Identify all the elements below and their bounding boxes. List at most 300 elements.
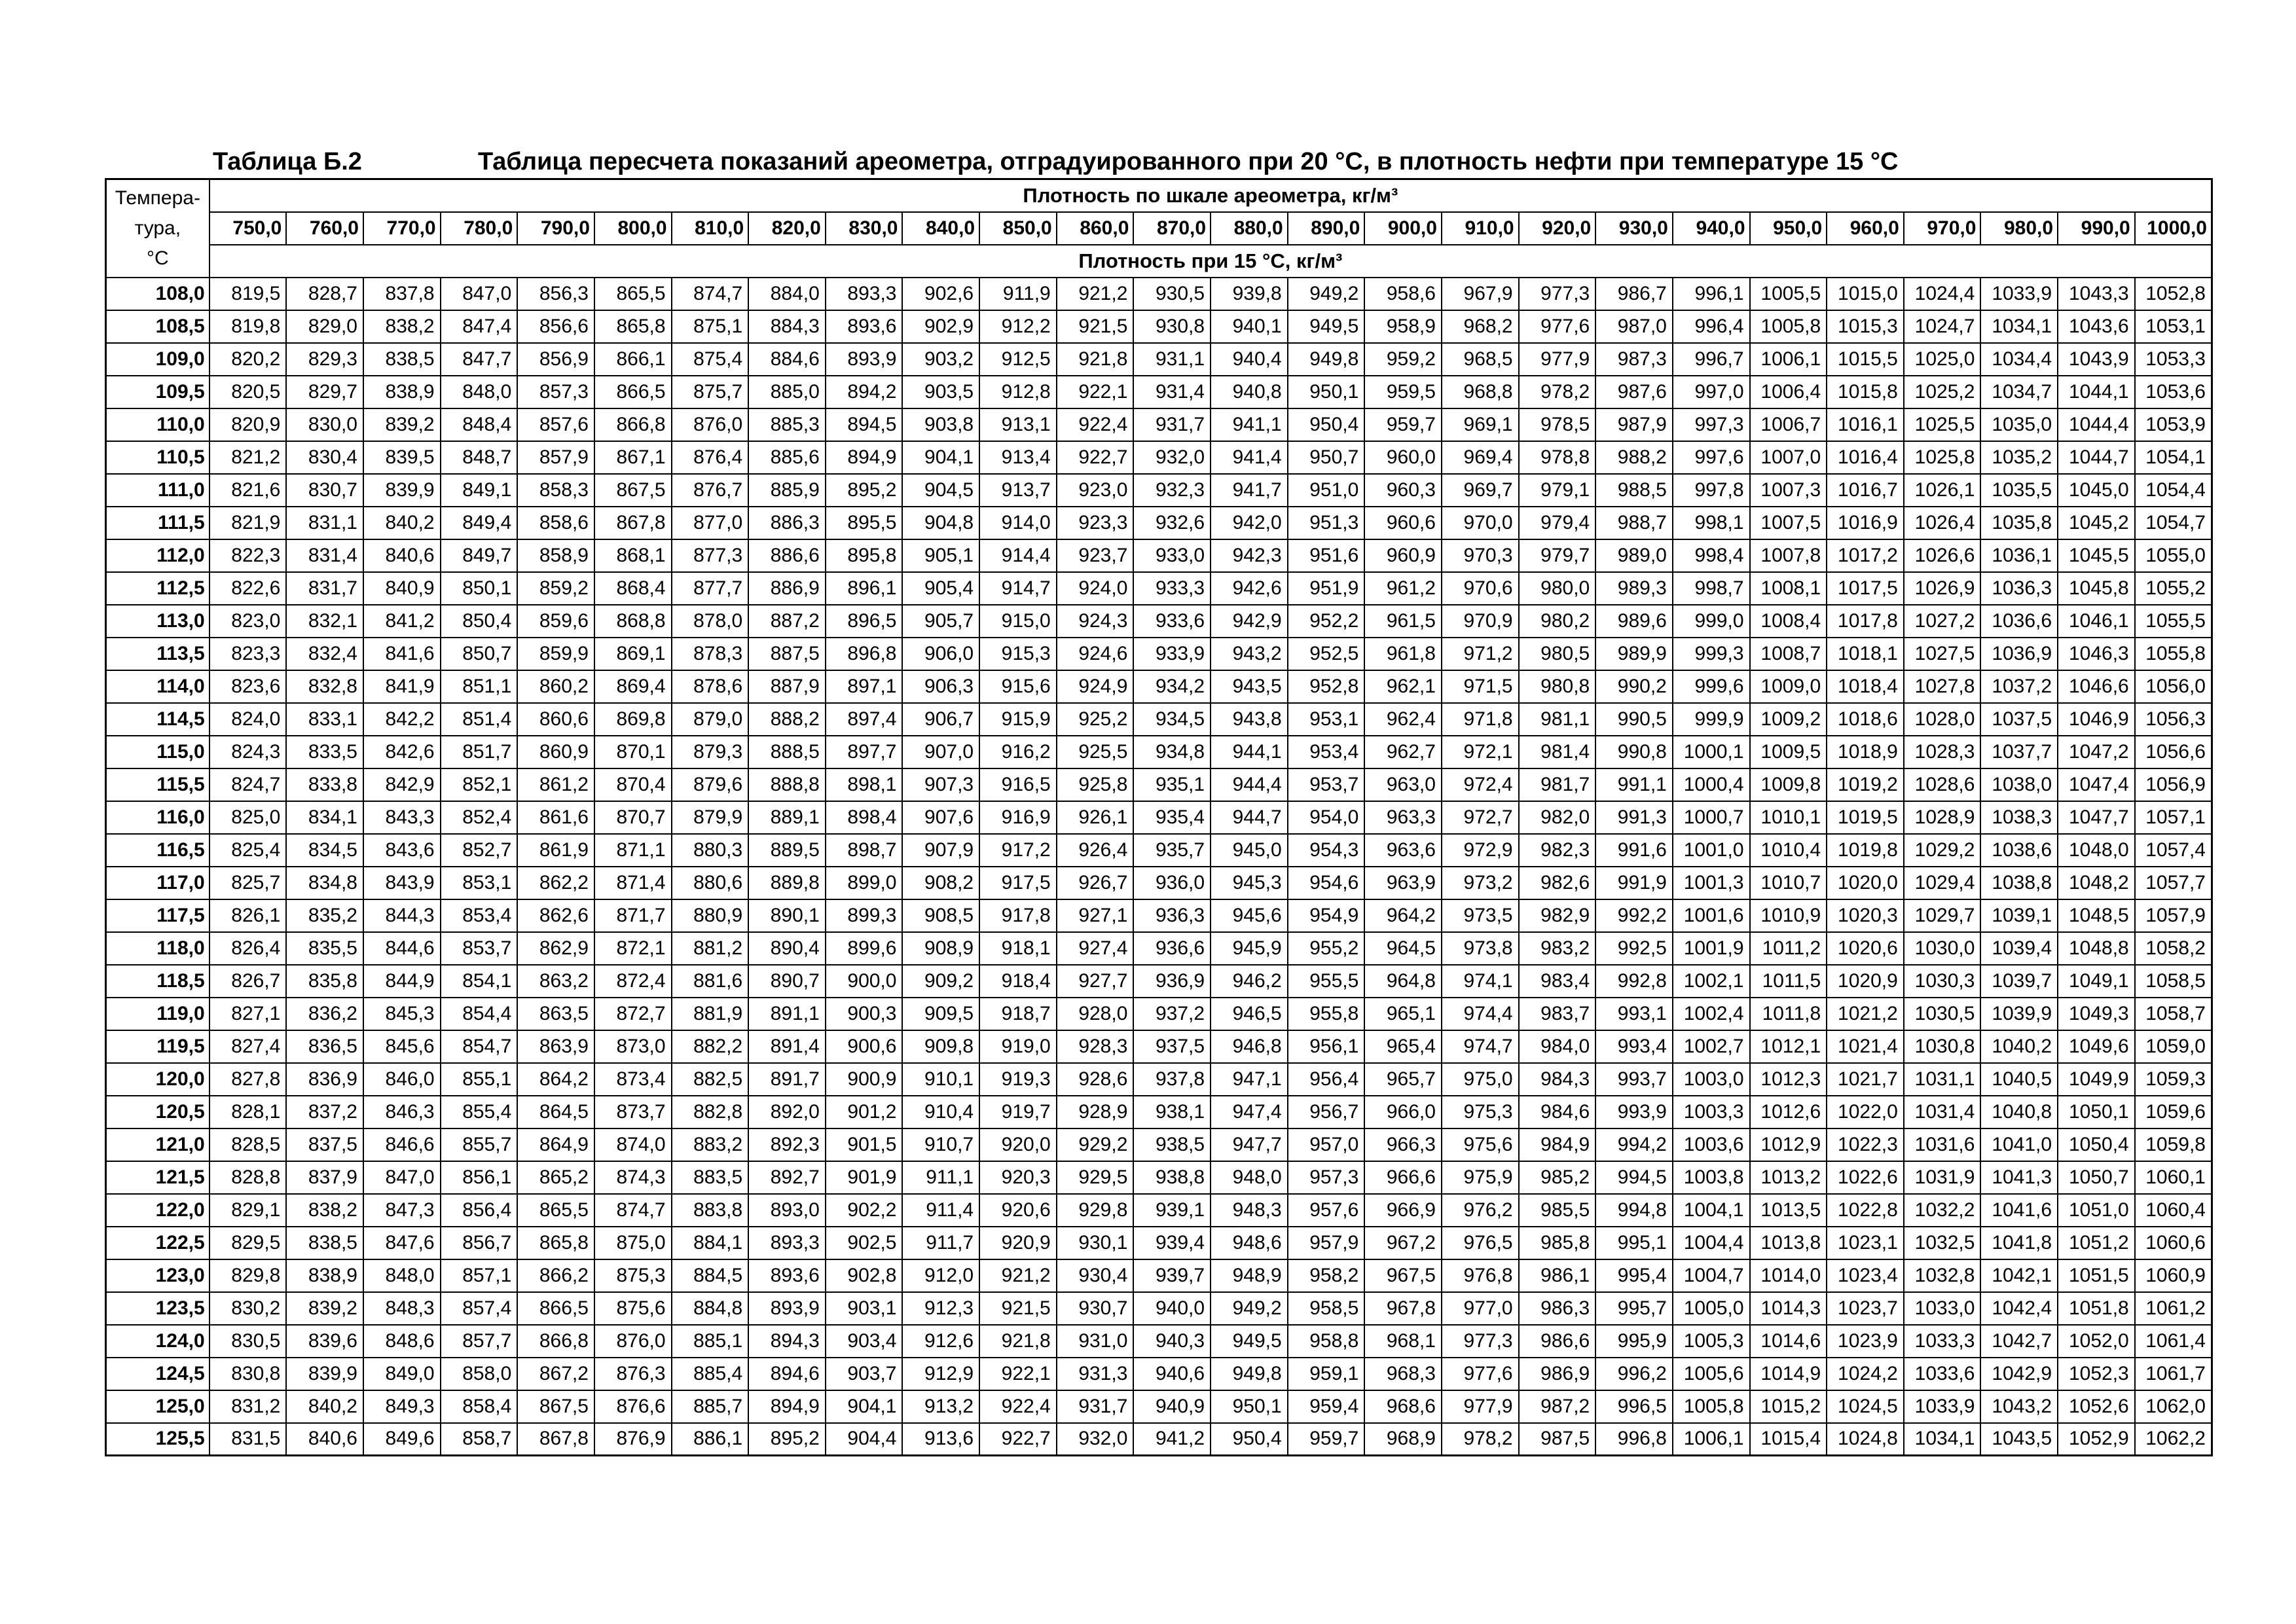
density-cell: 855,1 [441, 1063, 518, 1096]
density-cell: 969,7 [1442, 474, 1519, 507]
density-cell: 895,2 [826, 474, 903, 507]
density-cell: 881,2 [672, 932, 749, 965]
density-cell: 985,8 [1519, 1227, 1596, 1259]
density-cell: 1035,0 [1980, 408, 2058, 441]
column-header: 900,0 [1364, 212, 1442, 245]
density-cell: 929,5 [1057, 1161, 1134, 1194]
density-cell: 973,5 [1442, 899, 1519, 932]
density-cell: 826,4 [210, 932, 287, 965]
density-cell: 930,7 [1057, 1292, 1134, 1325]
density-cell: 868,4 [594, 572, 672, 605]
density-cell: 919,3 [979, 1063, 1057, 1096]
density-cell: 904,4 [826, 1423, 903, 1456]
density-cell: 977,6 [1519, 310, 1596, 343]
density-cell: 887,5 [748, 638, 826, 670]
density-cell: 820,5 [210, 376, 287, 408]
density-cell: 914,0 [979, 507, 1057, 539]
density-cell: 963,0 [1364, 768, 1442, 801]
density-cell: 865,8 [594, 310, 672, 343]
table-row [106, 768, 2212, 801]
density-cell: 1034,1 [1904, 1423, 1981, 1456]
density-cell: 883,2 [672, 1128, 749, 1161]
density-cell: 865,2 [517, 1161, 594, 1194]
density-cell: 997,0 [1673, 376, 1750, 408]
density-cell: 844,6 [363, 932, 441, 965]
density-cell: 874,7 [594, 1194, 672, 1227]
temperature-cell: 123,0 [106, 1259, 210, 1292]
density-cell: 1060,4 [2135, 1194, 2212, 1227]
density-cell: 857,7 [441, 1325, 518, 1358]
density-cell: 1039,9 [1980, 998, 2058, 1030]
column-header: 880,0 [1211, 212, 1288, 245]
density-cell: 1008,1 [1750, 572, 1827, 605]
density-cell: 932,6 [1133, 507, 1211, 539]
density-cell: 894,2 [826, 376, 903, 408]
density-cell: 1003,6 [1673, 1128, 1750, 1161]
density-cell: 955,5 [1288, 965, 1365, 998]
density-cell: 950,1 [1211, 1390, 1288, 1423]
density-cell: 1057,7 [2135, 867, 2212, 899]
density-cell: 923,0 [1057, 474, 1134, 507]
density-cell: 929,8 [1057, 1194, 1134, 1227]
density-cell: 831,2 [210, 1390, 287, 1423]
density-cell: 999,6 [1673, 670, 1750, 703]
density-cell: 963,3 [1364, 801, 1442, 834]
density-cell: 1002,7 [1673, 1030, 1750, 1063]
density-cell: 846,0 [363, 1063, 441, 1096]
density-cell: 880,6 [672, 867, 749, 899]
density-cell: 1055,5 [2135, 605, 2212, 638]
density-cell: 912,3 [902, 1292, 979, 1325]
density-cell: 896,5 [826, 605, 903, 638]
table-row [106, 638, 2212, 670]
density-cell: 839,5 [363, 441, 441, 474]
density-cell: 948,3 [1211, 1194, 1288, 1227]
density-cell: 912,0 [902, 1259, 979, 1292]
density-cell: 831,7 [286, 572, 363, 605]
density-cell: 954,9 [1288, 899, 1365, 932]
density-cell: 991,3 [1595, 801, 1673, 834]
density-cell: 961,8 [1364, 638, 1442, 670]
density-cell: 1021,4 [1827, 1030, 1904, 1063]
temperature-cell: 116,5 [106, 834, 210, 867]
density-cell: 860,2 [517, 670, 594, 703]
density-cell: 977,3 [1519, 278, 1596, 310]
column-header: 950,0 [1750, 212, 1827, 245]
density-cell: 932,3 [1133, 474, 1211, 507]
density-cell: 1015,8 [1827, 376, 1904, 408]
density-cell: 1019,8 [1827, 834, 1904, 867]
density-cell: 825,7 [210, 867, 287, 899]
density-cell: 901,9 [826, 1161, 903, 1194]
density-cell: 847,3 [363, 1194, 441, 1227]
density-cell: 847,4 [441, 310, 518, 343]
density-cell: 915,3 [979, 638, 1057, 670]
density-cell: 931,7 [1133, 408, 1211, 441]
density-cell: 1022,0 [1827, 1096, 1904, 1128]
density-cell: 1000,1 [1673, 736, 1750, 768]
density-cell: 1031,6 [1904, 1128, 1981, 1161]
density-cell: 1012,9 [1750, 1128, 1827, 1161]
density-cell: 936,9 [1133, 965, 1211, 998]
density-cell: 1035,5 [1980, 474, 2058, 507]
density-cell: 867,1 [594, 441, 672, 474]
density-cell: 839,9 [363, 474, 441, 507]
density-cell: 847,7 [441, 343, 518, 376]
density-cell: 1025,2 [1904, 376, 1981, 408]
density-cell: 1043,5 [1980, 1423, 2058, 1456]
density-cell: 853,7 [441, 932, 518, 965]
column-header: 850,0 [979, 212, 1057, 245]
density-cell: 930,4 [1057, 1259, 1134, 1292]
density-cell: 985,5 [1519, 1194, 1596, 1227]
density-cell: 925,5 [1057, 736, 1134, 768]
temperature-header-line-3: °С [147, 247, 169, 269]
density-cell: 942,3 [1211, 539, 1288, 572]
temperature-header-line-2: тура, [134, 217, 181, 239]
density-cell: 905,1 [902, 539, 979, 572]
density-cell: 899,0 [826, 867, 903, 899]
density-cell: 920,9 [979, 1227, 1057, 1259]
column-header: 870,0 [1133, 212, 1211, 245]
density-cell: 1005,3 [1673, 1325, 1750, 1358]
density-cell: 986,9 [1519, 1358, 1596, 1390]
density-cell: 907,9 [902, 834, 979, 867]
density-cell: 857,1 [441, 1259, 518, 1292]
density-cell: 983,2 [1519, 932, 1596, 965]
density-cell: 873,0 [594, 1030, 672, 1063]
density-cell: 1011,5 [1750, 965, 1827, 998]
density-cell: 980,2 [1519, 605, 1596, 638]
density-cell: 1051,0 [2058, 1194, 2135, 1227]
density-cell: 875,4 [672, 343, 749, 376]
density-cell: 844,3 [363, 899, 441, 932]
density-cell: 1001,9 [1673, 932, 1750, 965]
density-cell: 892,3 [748, 1128, 826, 1161]
density-cell: 1043,6 [2058, 310, 2135, 343]
density-cell: 974,7 [1442, 1030, 1519, 1063]
density-cell: 839,2 [286, 1292, 363, 1325]
density-cell: 1044,1 [2058, 376, 2135, 408]
density-cell: 1059,3 [2135, 1063, 2212, 1096]
density-cell: 1059,0 [2135, 1030, 2212, 1063]
table-row [106, 507, 2212, 539]
density-cell: 1042,4 [1980, 1292, 2058, 1325]
density-cell: 895,5 [826, 507, 903, 539]
density-cell: 884,8 [672, 1292, 749, 1325]
density-cell: 891,1 [748, 998, 826, 1030]
density-cell: 1012,3 [1750, 1063, 1827, 1096]
density-cell: 840,6 [286, 1423, 363, 1456]
density-cell: 984,3 [1519, 1063, 1596, 1096]
density-cell: 884,6 [748, 343, 826, 376]
density-cell: 977,0 [1442, 1292, 1519, 1325]
density-cell: 885,6 [748, 441, 826, 474]
density-cell: 893,9 [748, 1292, 826, 1325]
density-cell: 1057,4 [2135, 834, 2212, 867]
density-cell: 962,1 [1364, 670, 1442, 703]
density-cell: 876,6 [594, 1390, 672, 1423]
density-cell: 822,3 [210, 539, 287, 572]
density-cell: 950,4 [1211, 1423, 1288, 1456]
density-cell: 837,5 [286, 1128, 363, 1161]
density-cell: 897,1 [826, 670, 903, 703]
density-cell: 954,6 [1288, 867, 1365, 899]
density-cell: 820,2 [210, 343, 287, 376]
table-title: Таблица пересчета показаний ареометра, отградуированного при 20 °С, в плотность нефти при температуре 15 °С [478, 148, 1899, 175]
density-cell: 1051,2 [2058, 1227, 2135, 1259]
density-cell: 830,4 [286, 441, 363, 474]
column-header: 820,0 [748, 212, 826, 245]
density-cell: 849,3 [363, 1390, 441, 1423]
density-cell: 950,7 [1288, 441, 1365, 474]
density-cell: 1034,1 [1980, 310, 2058, 343]
density-cell: 895,2 [748, 1423, 826, 1456]
density-cell: 1051,8 [2058, 1292, 2135, 1325]
density-cell: 890,7 [748, 965, 826, 998]
density-cell: 821,9 [210, 507, 287, 539]
density-cell: 1025,8 [1904, 441, 1981, 474]
density-cell: 956,1 [1288, 1030, 1365, 1063]
density-cell: 918,4 [979, 965, 1057, 998]
density-cell: 913,6 [902, 1423, 979, 1456]
density-cell: 938,5 [1133, 1128, 1211, 1161]
density-cell: 995,7 [1595, 1292, 1673, 1325]
table-row [106, 539, 2212, 572]
density-cell: 928,9 [1057, 1096, 1134, 1128]
column-header: 770,0 [363, 212, 441, 245]
density-cell: 903,1 [826, 1292, 903, 1325]
density-cell: 954,0 [1288, 801, 1365, 834]
density-cell: 942,0 [1211, 507, 1288, 539]
table-row [106, 1325, 2212, 1358]
density-cell: 966,3 [1364, 1128, 1442, 1161]
density-cell: 862,2 [517, 867, 594, 899]
density-cell: 826,1 [210, 899, 287, 932]
density-cell: 980,5 [1519, 638, 1596, 670]
density-cell: 851,4 [441, 703, 518, 736]
temperature-cell: 123,5 [106, 1292, 210, 1325]
density-cell: 917,5 [979, 867, 1057, 899]
density-cell: 858,7 [441, 1423, 518, 1456]
density-cell: 975,3 [1442, 1096, 1519, 1128]
table-caption [213, 145, 2216, 178]
density-cell: 1005,6 [1673, 1358, 1750, 1390]
density-cell: 1057,1 [2135, 801, 2212, 834]
density-cell: 990,2 [1595, 670, 1673, 703]
density-cell: 849,6 [363, 1423, 441, 1456]
density-cell: 921,5 [1057, 310, 1134, 343]
density-cell: 843,6 [363, 834, 441, 867]
density-cell: 979,7 [1519, 539, 1596, 572]
density-cell: 1044,7 [2058, 441, 2135, 474]
density-cell: 834,8 [286, 867, 363, 899]
column-header: 750,0 [210, 212, 287, 245]
density-cell: 977,3 [1442, 1325, 1519, 1358]
density-cell: 987,9 [1595, 408, 1673, 441]
density-cell: 949,2 [1288, 278, 1365, 310]
temperature-cell: 121,0 [106, 1128, 210, 1161]
density-cell: 996,5 [1595, 1390, 1673, 1423]
density-cell: 931,3 [1057, 1358, 1134, 1390]
density-cell: 913,2 [902, 1390, 979, 1423]
density-cell: 966,6 [1364, 1161, 1442, 1194]
temperature-header [106, 179, 210, 278]
density-cell: 940,4 [1211, 343, 1288, 376]
density-cell: 940,0 [1133, 1292, 1211, 1325]
density-cell: 923,7 [1057, 539, 1134, 572]
density-cell: 850,4 [441, 605, 518, 638]
density-cell: 921,8 [979, 1325, 1057, 1358]
density-cell: 938,8 [1133, 1161, 1211, 1194]
density-cell: 948,6 [1211, 1227, 1288, 1259]
density-cell: 856,4 [441, 1194, 518, 1227]
density-cell: 957,0 [1288, 1128, 1365, 1161]
column-header: 830,0 [826, 212, 903, 245]
column-header: 970,0 [1904, 212, 1981, 245]
density-cell: 1022,3 [1827, 1128, 1904, 1161]
density-cell: 838,2 [286, 1194, 363, 1227]
density-cell: 1014,0 [1750, 1259, 1827, 1292]
density-cell: 997,6 [1673, 441, 1750, 474]
density-cell: 911,7 [902, 1227, 979, 1259]
density-cell: 1020,0 [1827, 867, 1904, 899]
density-cell: 1039,7 [1980, 965, 2058, 998]
density-cell: 898,7 [826, 834, 903, 867]
density-cell: 831,5 [210, 1423, 287, 1456]
density-cell: 856,1 [441, 1161, 518, 1194]
density-cell: 856,6 [517, 310, 594, 343]
density-cell: 848,0 [441, 376, 518, 408]
density-cell: 1013,8 [1750, 1227, 1827, 1259]
table-row [106, 1259, 2212, 1292]
density-cell: 1000,7 [1673, 801, 1750, 834]
density-cell: 902,6 [902, 278, 979, 310]
density-cell: 1031,4 [1904, 1096, 1981, 1128]
density-cell: 829,8 [210, 1259, 287, 1292]
density-cell: 1006,7 [1750, 408, 1827, 441]
density-cell: 944,1 [1211, 736, 1288, 768]
density-cell: 959,4 [1288, 1390, 1365, 1423]
density-cell: 871,4 [594, 867, 672, 899]
density-cell: 992,5 [1595, 932, 1673, 965]
table-row [106, 278, 2212, 310]
density-cell: 866,8 [594, 408, 672, 441]
density-cell: 1023,4 [1827, 1259, 1904, 1292]
density-cell: 1025,0 [1904, 343, 1981, 376]
density-cell: 849,1 [441, 474, 518, 507]
density-cell: 1009,0 [1750, 670, 1827, 703]
density-cell: 963,6 [1364, 834, 1442, 867]
density-cell: 841,2 [363, 605, 441, 638]
density-cell: 823,6 [210, 670, 287, 703]
density-cell: 922,1 [979, 1358, 1057, 1390]
density-cell: 939,8 [1211, 278, 1288, 310]
density-cell: 1029,7 [1904, 899, 1981, 932]
density-cell: 829,1 [210, 1194, 287, 1227]
table-row [106, 1128, 2212, 1161]
density-cell: 952,2 [1288, 605, 1365, 638]
density-cell: 930,5 [1133, 278, 1211, 310]
density-15-header: Плотность при 15 °С, кг/м³ [210, 245, 2212, 278]
density-cell: 832,4 [286, 638, 363, 670]
density-cell: 945,9 [1211, 932, 1288, 965]
density-cell: 1036,9 [1980, 638, 2058, 670]
density-cell: 1010,7 [1750, 867, 1827, 899]
density-cell: 827,4 [210, 1030, 287, 1063]
density-cell: 994,8 [1595, 1194, 1673, 1227]
density-cell: 951,0 [1288, 474, 1365, 507]
density-cell: 877,0 [672, 507, 749, 539]
density-cell: 836,5 [286, 1030, 363, 1063]
density-cell: 1010,4 [1750, 834, 1827, 867]
density-cell: 1026,6 [1904, 539, 1981, 572]
density-cell: 821,6 [210, 474, 287, 507]
density-cell: 1036,6 [1980, 605, 2058, 638]
density-cell: 1010,1 [1750, 801, 1827, 834]
density-cell: 896,1 [826, 572, 903, 605]
density-cell: 1053,9 [2135, 408, 2212, 441]
density-cell: 898,4 [826, 801, 903, 834]
density-cell: 884,1 [672, 1227, 749, 1259]
density-cell: 959,7 [1364, 408, 1442, 441]
density-cell: 906,0 [902, 638, 979, 670]
density-cell: 839,6 [286, 1325, 363, 1358]
density-cell: 819,8 [210, 310, 287, 343]
density-cell: 846,6 [363, 1128, 441, 1161]
density-cell: 978,8 [1519, 441, 1596, 474]
density-cell: 991,1 [1595, 768, 1673, 801]
density-cell: 952,8 [1288, 670, 1365, 703]
density-cell: 1023,9 [1827, 1325, 1904, 1358]
density-cell: 862,9 [517, 932, 594, 965]
density-cell: 948,9 [1211, 1259, 1288, 1292]
table-row [106, 1096, 2212, 1128]
density-cell: 1024,2 [1827, 1358, 1904, 1390]
density-cell: 904,1 [826, 1390, 903, 1423]
density-cell: 892,7 [748, 1161, 826, 1194]
density-cell: 1035,2 [1980, 441, 2058, 474]
density-cell: 930,1 [1057, 1227, 1134, 1259]
density-cell: 996,2 [1595, 1358, 1673, 1390]
density-cell: 889,5 [748, 834, 826, 867]
hydrometer-scale-header: Плотность по шкале ареометра, кг/м³ [210, 179, 2212, 212]
density-cell: 821,2 [210, 441, 287, 474]
density-cell: 838,9 [286, 1259, 363, 1292]
density-cell: 1017,5 [1827, 572, 1904, 605]
density-cell: 866,8 [517, 1325, 594, 1358]
density-cell: 1004,4 [1673, 1227, 1750, 1259]
density-cell: 1003,0 [1673, 1063, 1750, 1096]
density-cell: 919,0 [979, 1030, 1057, 1063]
density-cell: 1050,1 [2058, 1096, 2135, 1128]
density-cell: 829,5 [210, 1227, 287, 1259]
density-cell: 950,1 [1288, 376, 1365, 408]
density-cell: 1039,4 [1980, 932, 2058, 965]
density-cell: 893,3 [826, 278, 903, 310]
density-cell: 1056,9 [2135, 768, 2212, 801]
density-cell: 987,0 [1595, 310, 1673, 343]
density-cell: 1045,5 [2058, 539, 2135, 572]
density-cell: 959,2 [1364, 343, 1442, 376]
density-cell: 1046,1 [2058, 605, 2135, 638]
density-cell: 855,7 [441, 1128, 518, 1161]
density-cell: 900,9 [826, 1063, 903, 1096]
density-cell: 1000,4 [1673, 768, 1750, 801]
density-cell: 1033,0 [1904, 1292, 1981, 1325]
density-cell: 893,6 [748, 1259, 826, 1292]
density-cell: 827,1 [210, 998, 287, 1030]
